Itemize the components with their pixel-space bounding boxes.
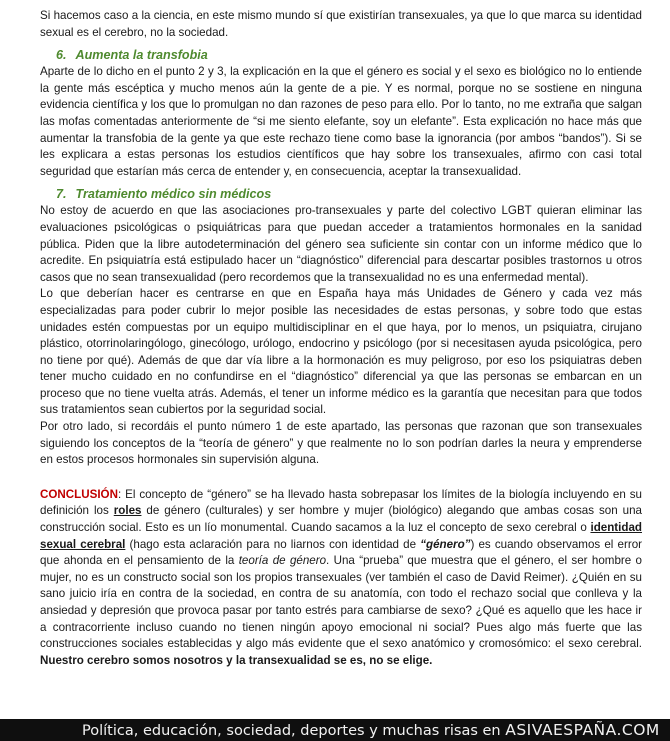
- document-body: [40, 8, 642, 669]
- conclusion-final-sentence: Nuestro cerebro somos nosotros y la transexualidad se es, no se elige.: [40, 653, 433, 667]
- genero-quote: “género”: [420, 537, 471, 551]
- footer-tagline: Política, educación, sociedad, deportes y muchas risas en: [82, 723, 501, 739]
- section-6-title: Aumenta la transfobia: [75, 48, 208, 63]
- roles-term: roles: [113, 504, 142, 518]
- teoria-de-genero-term: teoría de género: [238, 554, 327, 568]
- section-6-paragraph: Aparte de lo dicho en el punto 2 y 3, la explicación en la que el género es social y el sexo es biológico no lo entiende la gente más escéptica y mucho menos aún la gente de a pie. Y es normal, porque no se sostiene en ninguna evidencia científica y los que lo promulgan no dan razones de peso para ello. Por lo tanto, no me extraña que salgan las mofas comentadas anteriormente de “si me siento elefante, soy un elefante”. Esta explicación no hace más que aumentar la transfobia de la gente ya que este rechazo tiene como base la ignorancia (por ambos “bandos”). Si se les explicara a estas personas los estudios científicos que hay sobre los transexuales, afirmo con casi total seguridad que estarían más cerca de entender y, en consecuencia, aceptar la transexualidad.: [40, 65, 642, 178]
- conclusion-text: (hago esta aclaración para no liarnos con identidad de: [125, 537, 421, 551]
- section-7-heading: [56, 186, 642, 203]
- section-7-paragraph-1: No estoy de acuerdo en que las asociaciones pro-transexuales y parte del colectivo LGBT quieran eliminar las evaluaciones psicológicas o psiquiátricas para que puedan acceder a tratamientos hormonales en la sanidad pública. Piden que la libre autodeterminación del género sea suficiente sin contar con un informe médico que lo acredite. En psiquiatría está estipulado hacer un “diagnóstico” diferencial para descartar posibles trastornos u otros casos que no sean transexualidad (pero recordemos que la transexualidad no es una enfermedad mental).: [40, 204, 642, 284]
- intro-paragraph: Si hacemos caso a la ciencia, en este mismo mundo sí que existirían transexuales, ya que lo que marca su identidad sexual es el cerebro, no la sociedad.: [40, 9, 642, 39]
- conclusion-text: : El concepto de “género” se ha llevado hasta sobrepasar los límites de la biología incluyendo en su definición los: [40, 487, 642, 518]
- section-6-heading: [56, 47, 642, 64]
- identidad-sexual-cerebral-term: identidad sexual cerebral: [40, 521, 642, 551]
- section-7-paragraph-2: Lo que deberían hacer es centrarse en que en España haya más Unidades de Género y cada vez más especializadas para poder cubrir lo mejor posible las necesidades de estas personas, y sobre todo que estas unidades estén compuestas por un equipo multidisciplinar en el que haya, por lo menos, un psiquiatra, cirujano plástico, otorrinolaringólogo, ginecólogo, urólogo, endocrino y psicólogo (por si necesitasen ayuda psicológica, pero no tiene por qué). Además de que dar vía libre a la hormonación es muy peligroso, por eso los psiquiatras deben tener mucho cuidado en no confundirse en el “diagnóstico” diferencial ya que las personas se embarcan en un proceso que no tiene vuelta atrás. Además, el tener un informe médico es la garantía que necesitan para que todos sus tratamientos sean cubiertos por la seguridad social.: [40, 287, 642, 417]
- conclusion-label: CONCLUSIÓN: [40, 487, 118, 501]
- section-7-title: Tratamiento médico sin médicos: [75, 187, 272, 202]
- conclusion-text: . Una “prueba” que muestra que el género, el ser hombre o mujer, no es un constructo social son los propios transexuales (ver también el caso de David Reimer). ¿Quién en su sano juicio iría en contra de la sociedad, en contra de su anatomía, con todo el rechazo social que conlleva y la ansiedad y depresión que provoca pasar por tanto estrés para cambiarse de sexo? ¿Qué es aquello que les hace ir a contracorriente incluso cuando no tienen ningún apoyo emocional ni social? Pues algo más fuerte que las construcciones sociales establecidas y algo más evidente que el sexo anatómico y cromosómico: el sexo cerebral.: [40, 554, 642, 651]
- site-footer-banner[interactable]: [0, 719, 670, 741]
- section-7-number: 7.: [56, 187, 67, 202]
- conclusion-paragraph: [40, 487, 642, 670]
- section-6-number: 6.: [56, 48, 67, 63]
- conclusion-text: ) es cuando observamos el error que ahonda en el pensamiento de la: [40, 537, 642, 568]
- conclusion-text: de género (culturales) y ser hombre y mujer (biológico) alegando que ambas cosas son una construcción social. Esto es un lío monumental. Cuando sacamos a la luz el concepto de sexo cerebral o: [40, 504, 642, 535]
- section-7-paragraph-3: Por otro lado, si recordáis el punto número 1 de este apartado, las personas que razonan que son transexuales siguiendo los conceptos de la “teoría de género” y que realmente no lo son podrían darles la neura y emprenderse en estos procesos hormonales sin supervisión alguna.: [40, 420, 642, 467]
- footer-logo[interactable]: ASIVAESPAÑA.COM: [505, 721, 660, 739]
